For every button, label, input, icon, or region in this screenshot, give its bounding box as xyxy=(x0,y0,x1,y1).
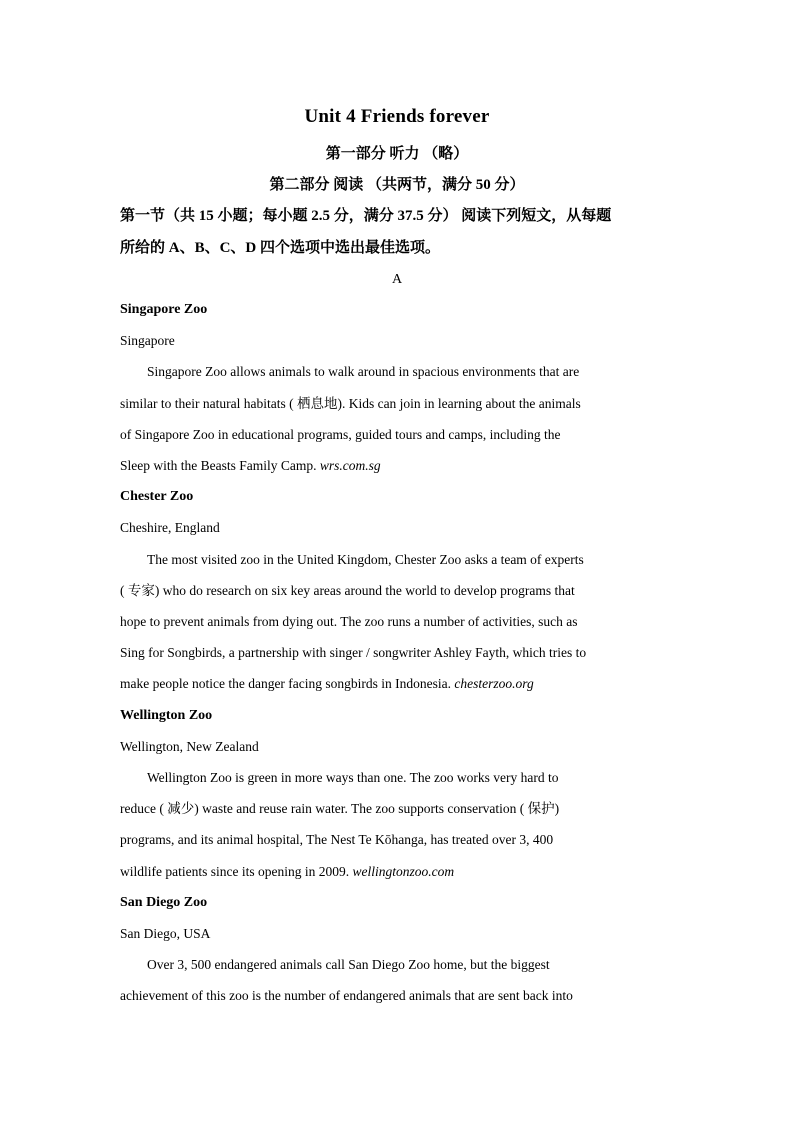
passage-line-last xyxy=(120,674,680,694)
passage-line: programs, and its animal hospital, The Nest Te Kōhanga, has treated over 3, 400 xyxy=(120,832,554,847)
zoo-location: San Diego, USA xyxy=(120,926,211,941)
part-one-heading: 第一部分 听力 （略） xyxy=(325,146,469,162)
passage-line: reduce ( 减少) waste and reuse rain water. The zoo supports conservation ( 保护) xyxy=(120,801,560,816)
website-link[interactable]: wrs.com.sg xyxy=(319,458,381,473)
passage-text: Sleep with the Beasts Family Camp. xyxy=(120,458,320,473)
passage-line: Sing for Songbirds, a partnership with singer / songwriter Ashley Fayth, which tries to xyxy=(120,645,587,660)
zoo-name: Chester Zoo xyxy=(120,489,194,504)
website-link[interactable]: wellingtonzoo.com xyxy=(352,864,455,879)
zoo-location: Wellington, New Zealand xyxy=(120,739,259,754)
zoo-name: Singapore Zoo xyxy=(120,302,208,317)
passage-text: wildlife patients since its opening in 2009. xyxy=(120,864,353,879)
passage-text: make people notice the danger facing songbirds in Indonesia. xyxy=(120,676,455,691)
zoo-location: Singapore xyxy=(120,333,175,348)
passage-line: ( 专家) who do research on six key areas around the world to develop programs that xyxy=(120,583,575,598)
passage-letter: A xyxy=(391,272,403,287)
unit-title: Unit 4 Friends forever xyxy=(304,106,490,127)
passage-line: similar to their natural habitats ( 栖息地). Kids can join in learning about the animals xyxy=(120,396,581,411)
zoo-name: Wellington Zoo xyxy=(120,708,213,723)
part-two-heading: 第二部分 阅读 （共两节，满分 50 分） xyxy=(269,177,525,193)
zoo-name: San Diego Zoo xyxy=(120,895,208,910)
zoo-location: Cheshire, England xyxy=(120,520,220,535)
passage-line: Wellington Zoo is green in more ways than one. The zoo works very hard to xyxy=(147,770,559,785)
website-link[interactable]: chesterzoo.org xyxy=(454,676,534,691)
section-instructions-line-1: 第一节（共 15 小题；每小题 2.5 分，满分 37.5 分） 阅读下列短文，从每题 xyxy=(120,208,612,224)
passage-line: Over 3, 500 endangered animals call San Diego Zoo home, but the biggest xyxy=(147,957,550,972)
passage-line: The most visited zoo in the United Kingdom, Chester Zoo asks a team of experts xyxy=(147,552,584,567)
section-instructions-line-2: 所给的 A、B、C、D 四个选项中选出最佳选项。 xyxy=(120,240,441,256)
passage-line: achievement of this zoo is the number of endangered animals that are sent back into xyxy=(120,988,573,1003)
passage-line-last xyxy=(120,862,680,882)
passage-line: hope to prevent animals from dying out. The zoo runs a number of activities, such as xyxy=(120,614,578,629)
passage-line: Singapore Zoo allows animals to walk around in spacious environments that are xyxy=(147,364,580,379)
passage-line-last xyxy=(120,456,680,476)
passage-line: of Singapore Zoo in educational programs, guided tours and camps, including the xyxy=(120,427,561,442)
